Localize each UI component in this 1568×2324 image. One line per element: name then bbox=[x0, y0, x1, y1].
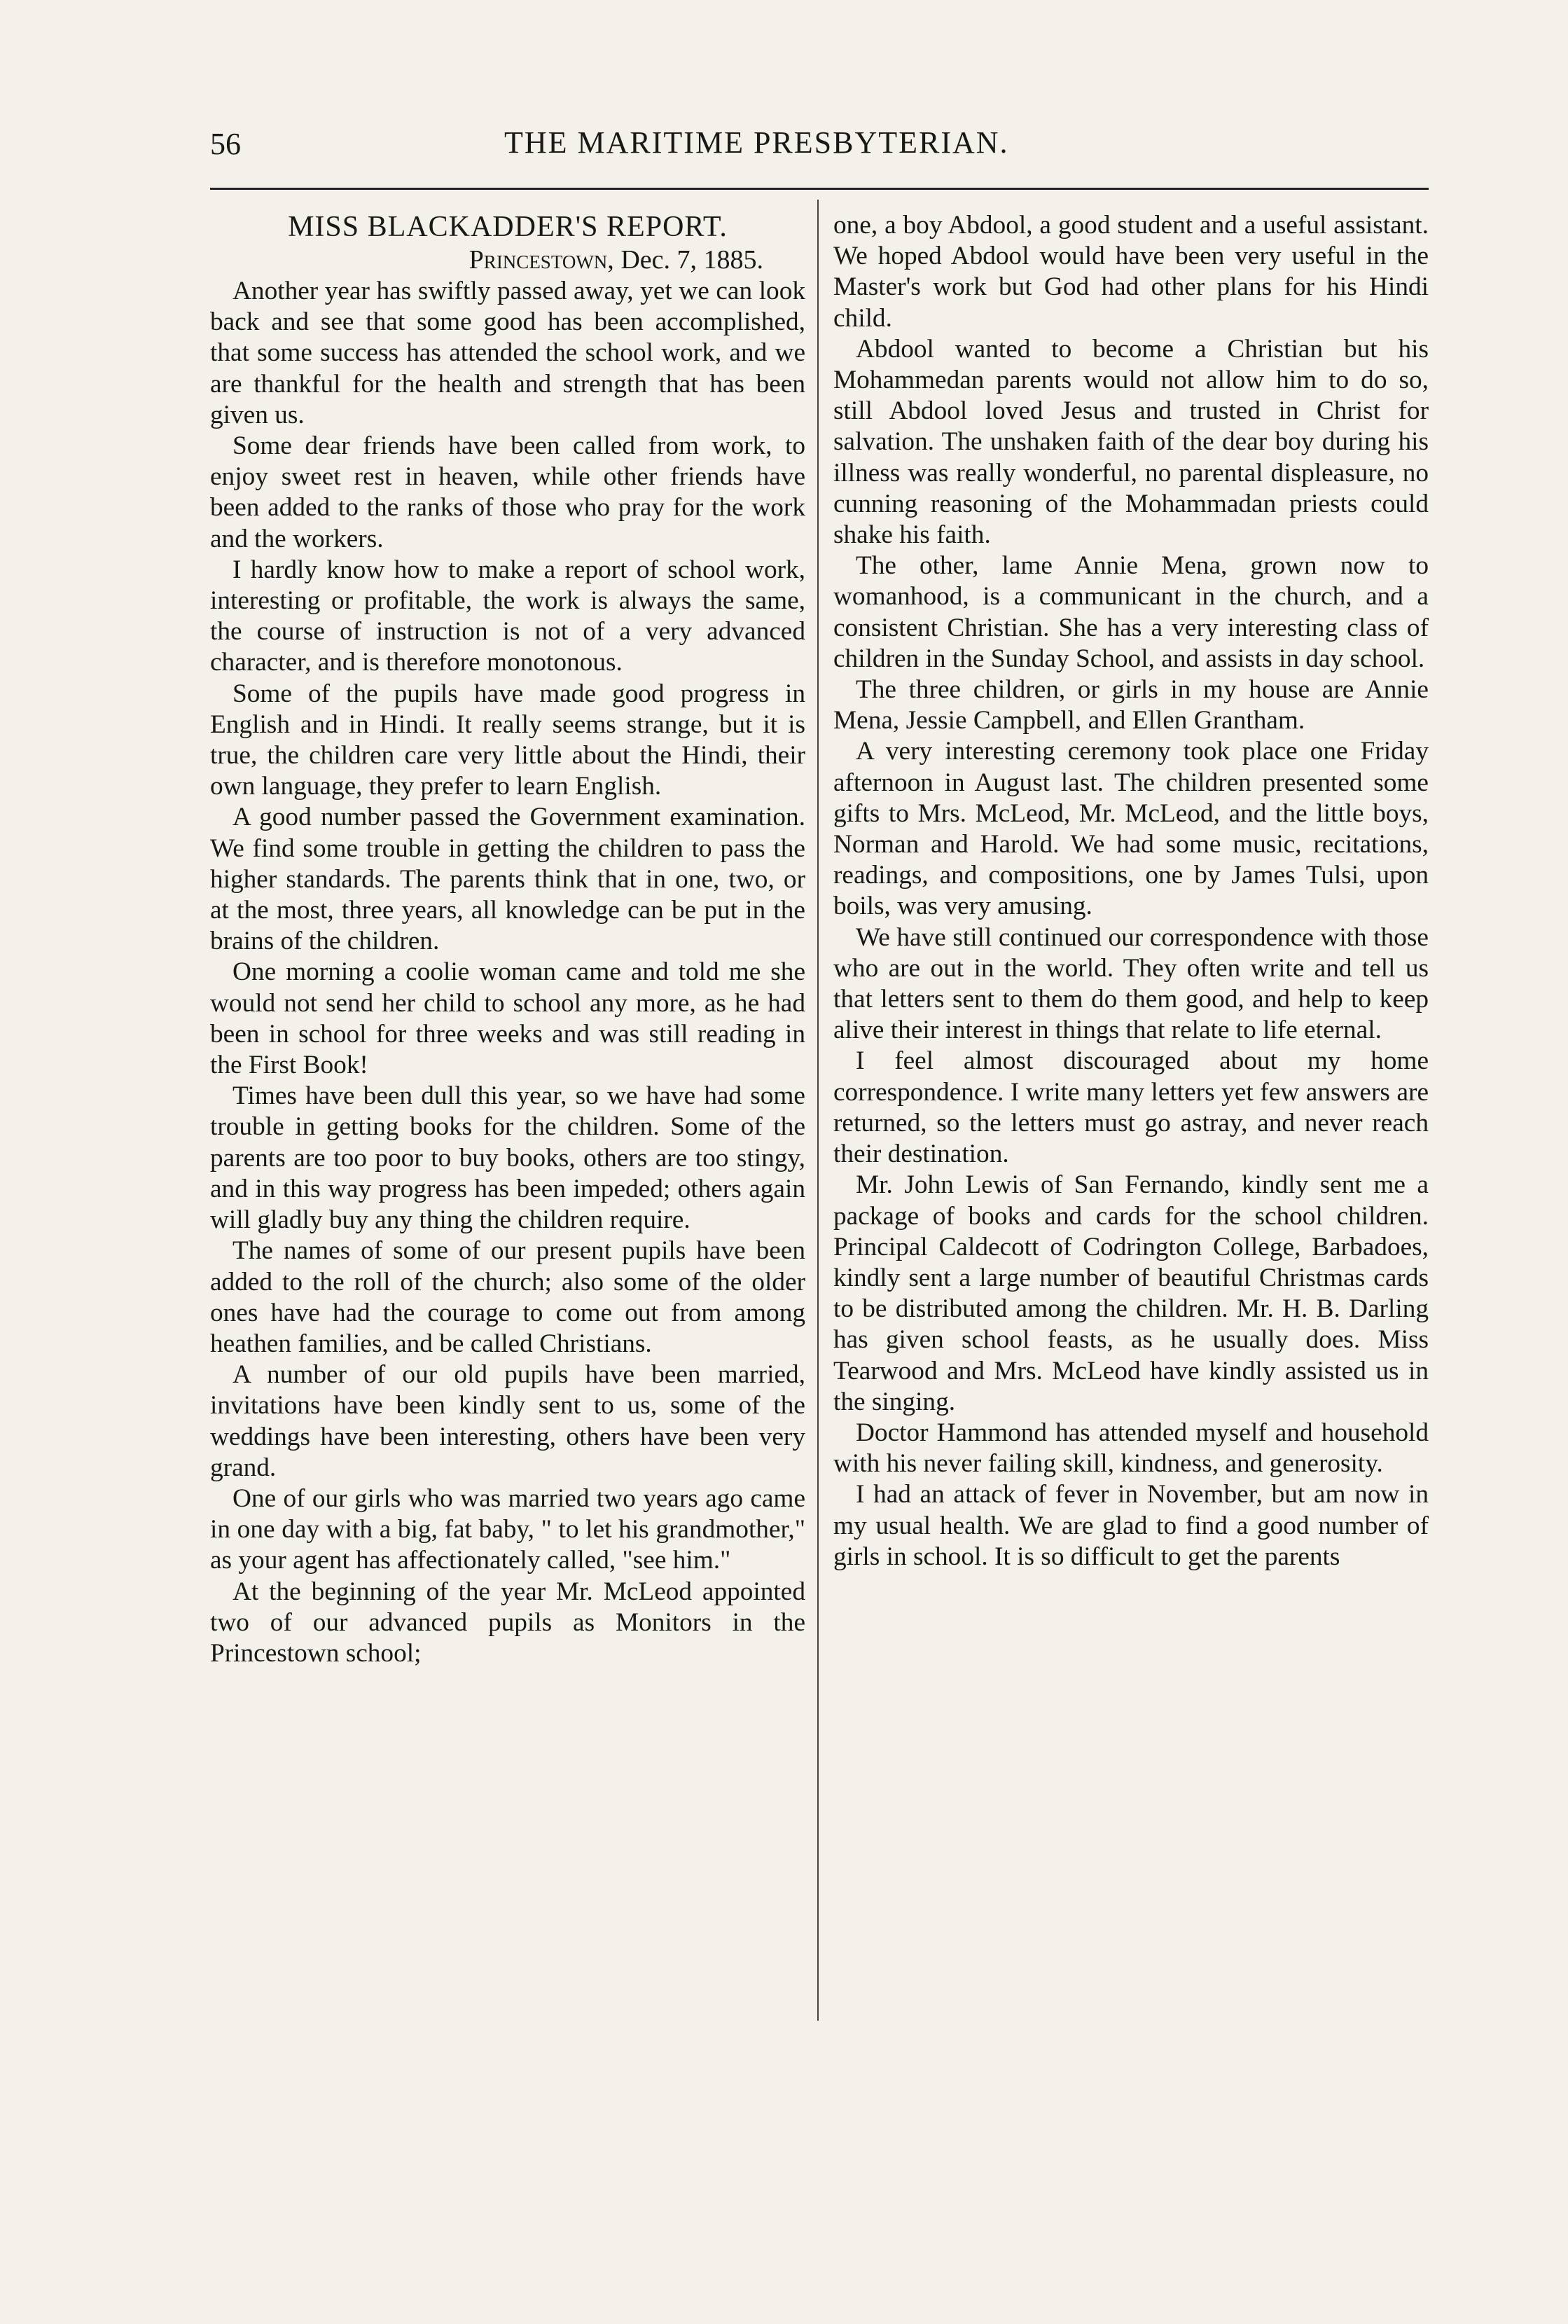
paragraph: Some dear friends have been called from work, to enjoy sweet rest in heaven, while other friends have been added to the ranks of those who pray for the work and the workers. bbox=[210, 431, 805, 553]
paragraph: Some of the pupils have made good progress in English and in Hindi. It really seems strange, but it is true, the children care very little about the Hindi, their own language, they prefer to learn English. bbox=[210, 679, 805, 801]
paragraph: A very interesting ceremony took place one Friday afternoon in August last. The children presented some gifts to Mrs. McLeod, Mr. McLeod, and the little boys, Norman and Harold. We had some music, recitations, readings, and compositions, one by James Tulsi, upon boils, was very amusing. bbox=[833, 737, 1429, 921]
paragraph: One morning a coolie woman came and told me she would not send her child to school any more, as he had been in school for three weeks and was still reading in the First Book! bbox=[210, 957, 805, 1080]
paragraph: Times have been dull this year, so we have had some trouble in getting books for the children. Some of the parents are too poor to buy books, others are too stingy, and in this way progress has been impeded; others again will gladly buy any thing the children require. bbox=[210, 1081, 805, 1235]
paragraph: one, a boy Abdool, a good student and a useful assistant. We hoped Abdool would have been very useful in the Master's work but God had other plans for his Hindi child. bbox=[833, 211, 1429, 333]
paragraph: Mr. John Lewis of San Fernando, kindly sent me a package of books and cards for the school children. Principal Caldecott of Codrington College, Barbadoes, kindly sent a large number of beautiful Christmas cards to be distributed among the children. Mr. H. B. Darling has given school feasts, as he usually does. Miss Tearwood and Mrs. McLeod have kindly assisted us in the singing. bbox=[833, 1170, 1429, 1416]
paragraph: A number of our old pupils have been married, invitations have been kindly sent to us, some of the weddings have been interesting, others have been very grand. bbox=[210, 1360, 805, 1482]
paragraph: I hardly know how to make a report of school work, interesting or profitable, the work is always the same, the course of instruction is not of a very advanced character, and is therefore monotonous. bbox=[210, 555, 805, 677]
paragraph: At the beginning of the year Mr. McLeod appointed two of our advanced pupils as Monitors in the Princestown school; bbox=[210, 1577, 805, 1668]
paragraph: Another year has swiftly passed away, yet we can look back and see that some good has been accomplished, that some success has attended the school work, and we are thankful for the health and strength that has been given us. bbox=[210, 277, 805, 429]
paragraph: The names of some of our present pupils have been added to the roll of the church; also some of the older ones have had the courage to come out from among heathen families, and be called Christians. bbox=[210, 1236, 805, 1358]
right-column bbox=[833, 210, 1429, 1572]
paragraph: Doctor Hammond has attended myself and household with his never failing skill, kindness, and generosity. bbox=[833, 1418, 1429, 1479]
paragraph: Abdool wanted to become a Christian but his Mohammedan parents would not allow him to do so, still Abdool loved Jesus and trusted in Christ for salvation. The unshaken faith of the dear boy during his illness was really wonderful, no parental displeasure, no cunning reasoning of the Mohammadan priests could shake his faith. bbox=[833, 334, 1429, 550]
dateline bbox=[210, 244, 805, 276]
left-column bbox=[210, 210, 805, 1669]
paragraph: A good number passed the Government examination. We find some trouble in getting the children to pass the higher standards. The parents think that in one, two, or at the most, three years, all knowledge can be put in the brains of the children. bbox=[210, 803, 805, 956]
dateline-date: Dec. 7, 1885. bbox=[620, 245, 763, 275]
running-head: THE MARITIME PRESBYTERIAN. bbox=[504, 125, 1009, 160]
paragraph: One of our girls who was married two years ago came in one day with a big, fat baby, " to let his grandmother," as your agent has affectionately called, "see him." bbox=[210, 1483, 805, 1575]
column-divider bbox=[817, 200, 819, 2021]
article-title: MISS BLACKADDER'S REPORT. bbox=[288, 211, 728, 243]
paragraph: We have still continued our correspondence with those who are out in the world. They often write and tell us that letters sent to them do them good, and help to keep alive their interest in things that relate to life eternal. bbox=[833, 922, 1429, 1045]
page-number: 56 bbox=[210, 127, 241, 161]
dateline-place: Princestown, bbox=[469, 245, 614, 275]
paragraph: I had an attack of fever in November, but am now in my usual health. We are glad to find a good number of girls in school. It is so difficult to get the parents bbox=[833, 1480, 1429, 1571]
header-rule bbox=[210, 188, 1429, 190]
paragraph: The three children, or girls in my house are Annie Mena, Jessie Campbell, and Ellen Grantham. bbox=[833, 675, 1429, 735]
paragraph: I feel almost discouraged about my home correspondence. I write many letters yet few answers are returned, so the letters must go astray, and never reach their destination. bbox=[833, 1046, 1429, 1169]
paragraph: The other, lame Annie Mena, grown now to womanhood, is a communicant in the church, and a consistent Christian. She has a very interesting class of children in the Sunday School, and assists in day school. bbox=[833, 551, 1429, 673]
